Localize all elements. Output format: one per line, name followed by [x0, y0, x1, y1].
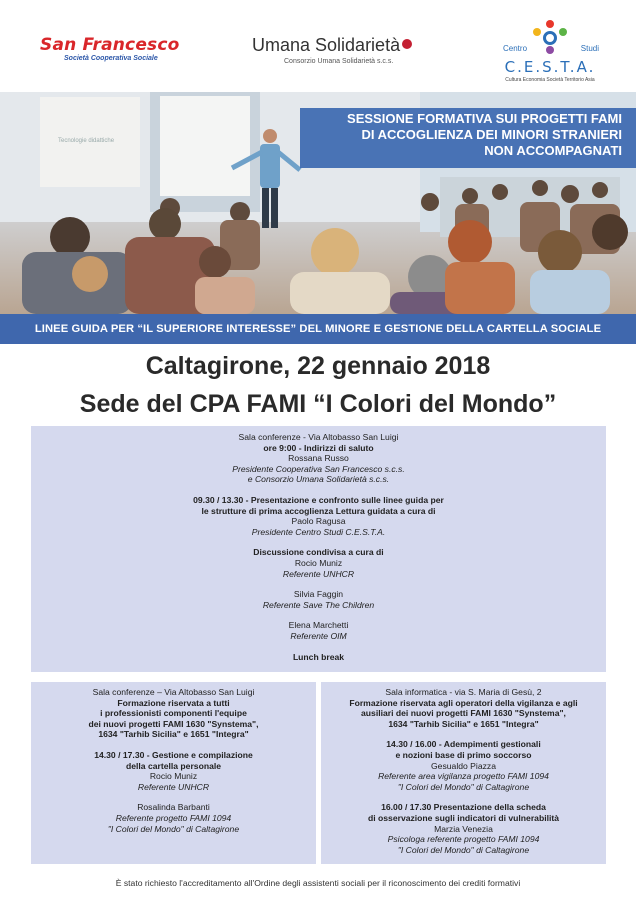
audience-line: i professionisti componenti l'equipe: [100, 708, 247, 719]
afternoon-right-panel: [321, 682, 606, 864]
cesta-logo: [495, 20, 605, 83]
speaker-role: Presidente Centro Studi C.E.S.T.A.: [251, 526, 386, 537]
speaker-name: Rossana Russo: [288, 453, 349, 464]
program-location: Sala informatica - via S. Maria di Gesù, 2: [385, 687, 542, 697]
audience-line: Formazione riservata agli operatori della vigilanza e agli: [349, 697, 578, 708]
speaker-name: Rosalinda Barbanti: [137, 802, 210, 813]
program-location: Sala conferenze - Via Altobasso San Luigi: [238, 432, 399, 442]
event-venue: Sede del CPA FAMI “I Colori del Mondo”: [79, 390, 557, 418]
san-francesco-logo: [40, 36, 185, 62]
speaker-name: Marzia Venezia: [434, 823, 493, 834]
cesta-logo-centro: Centro: [503, 44, 528, 53]
hero-title-line: DI ACCOGLIENZA DEI MINORI STRANIERI: [361, 127, 622, 142]
audience-line: dei nuovi progetti FAMI 1630 "Synstema",: [88, 718, 259, 729]
san-francesco-logo-title: San Francesco: [40, 35, 180, 55]
umana-solidarieta-logo-title: Umana Solidarietà: [252, 35, 401, 55]
speaker-role: "I Colori del Mondo" di Caltagirone: [397, 781, 530, 792]
program-session: e nozioni base di primo soccorso: [395, 749, 532, 760]
afternoon-left-panel: [31, 682, 316, 864]
speaker-role: Presidente Cooperativa San Francesco s.c.s.: [232, 463, 405, 474]
header-logos: [0, 0, 636, 90]
program-session: 16.00 / 17.30 Presentazione della scheda: [381, 802, 546, 813]
speaker-name: Rocio Muniz: [149, 771, 198, 782]
audience-line: Formazione riservata a tutti: [117, 697, 230, 708]
audience-line: 1634 "Tarhib Sicilia" e 1651 "Integra": [98, 729, 249, 740]
san-francesco-logo-subtitle: Società Cooperativa Sociale: [64, 55, 158, 62]
speaker-role: e Consorzio Umana Solidarietà s.c.s.: [247, 474, 390, 485]
screen-text: Tecnologie didattiche: [58, 138, 115, 144]
heart-icon: [402, 39, 412, 49]
speaker-role: Referente progetto FAMI 1094: [115, 812, 232, 823]
cesta-logo-subtitle: Cultura Economia Società Territorio Asia: [505, 77, 595, 83]
hero-title-box: [300, 108, 636, 168]
speaker-role: Referente area vigilanza progetto FAMI 1094: [378, 771, 549, 782]
hero-title-line: NON ACCOMPAGNATI: [484, 143, 622, 158]
program-session: 14.30 / 16.00 - Adempimenti gestionali: [386, 739, 541, 750]
cesta-logo-title: C.E.S.T.A.: [504, 58, 596, 76]
cesta-logo-studi: Studi: [580, 44, 599, 53]
speaker-role: Referente UNHCR: [282, 568, 355, 579]
morning-program-panel: [31, 426, 606, 672]
topic-banner: LINEE GUIDA PER “IL SUPERIORE INTERESSE” DEL MINORE E GESTIONE DELLA CARTELLA SOCIALE: [0, 314, 636, 344]
speaker-name: Rocio Muniz: [294, 557, 343, 568]
speaker-role: Psicologa referente progetto FAMI 1094: [387, 834, 540, 845]
umana-solidarieta-logo: [252, 35, 442, 65]
speaker-role: Referente OIM: [290, 630, 347, 641]
speaker-role: Referente UNHCR: [137, 781, 210, 792]
hero-photo: [0, 92, 636, 314]
speaker-name: Gesualdo Piazza: [431, 760, 496, 771]
lunch-break: Lunch break: [292, 651, 345, 662]
speaker-name: Silvia Faggin: [293, 589, 344, 600]
audience-line: ausiliari dei nuovi progetti FAMI 1630 "Synstema",: [361, 708, 566, 719]
hero-title-line: SESSIONE FORMATIVA SUI PROGETTI FAMI: [347, 111, 622, 126]
speaker-role: "I Colori del Mondo" di Caltagirone: [397, 844, 530, 855]
program-session: della cartella personale: [125, 760, 222, 771]
program-session: Discussione condivisa a cura di: [253, 547, 384, 558]
program-location: Sala conferenze – Via Altobasso San Luigi: [92, 687, 255, 697]
speaker-name: Elena Marchetti: [288, 620, 349, 631]
accreditation-note: È stato richiesto l'accreditamento all'Ordine degli assistenti sociali per il riconoscimento dei crediti formativi: [115, 878, 521, 888]
audience-line: 1634 "Tarhib Sicilia" e 1651 "Integra": [388, 718, 539, 729]
program-time: ore 9:00 - Indirizzi di saluto: [263, 442, 374, 453]
program-session: 09.30 / 13.30 - Presentazione e confronto sulle linee guida per: [193, 494, 444, 505]
umana-solidarieta-logo-subtitle: Consorzio Umana Solidarietà s.c.s.: [284, 58, 394, 65]
speaker-role: "I Colori del Mondo" di Caltagirone: [107, 823, 240, 834]
program-session: 14.30 / 17.30 - Gestione e compilazione: [94, 749, 253, 760]
program-session: di osservazione sugli indicatori di vulnerabilità: [367, 812, 560, 823]
cesta-emblem-icon: [533, 20, 567, 54]
speaker-role: Referente Save The Children: [262, 599, 375, 610]
event-city-date: Caltagirone, 22 gennaio 2018: [145, 352, 491, 380]
speaker-name: Paolo Ragusa: [291, 516, 346, 527]
program-session: le strutture di prima accoglienza Lettura guidata a cura di: [201, 505, 436, 516]
